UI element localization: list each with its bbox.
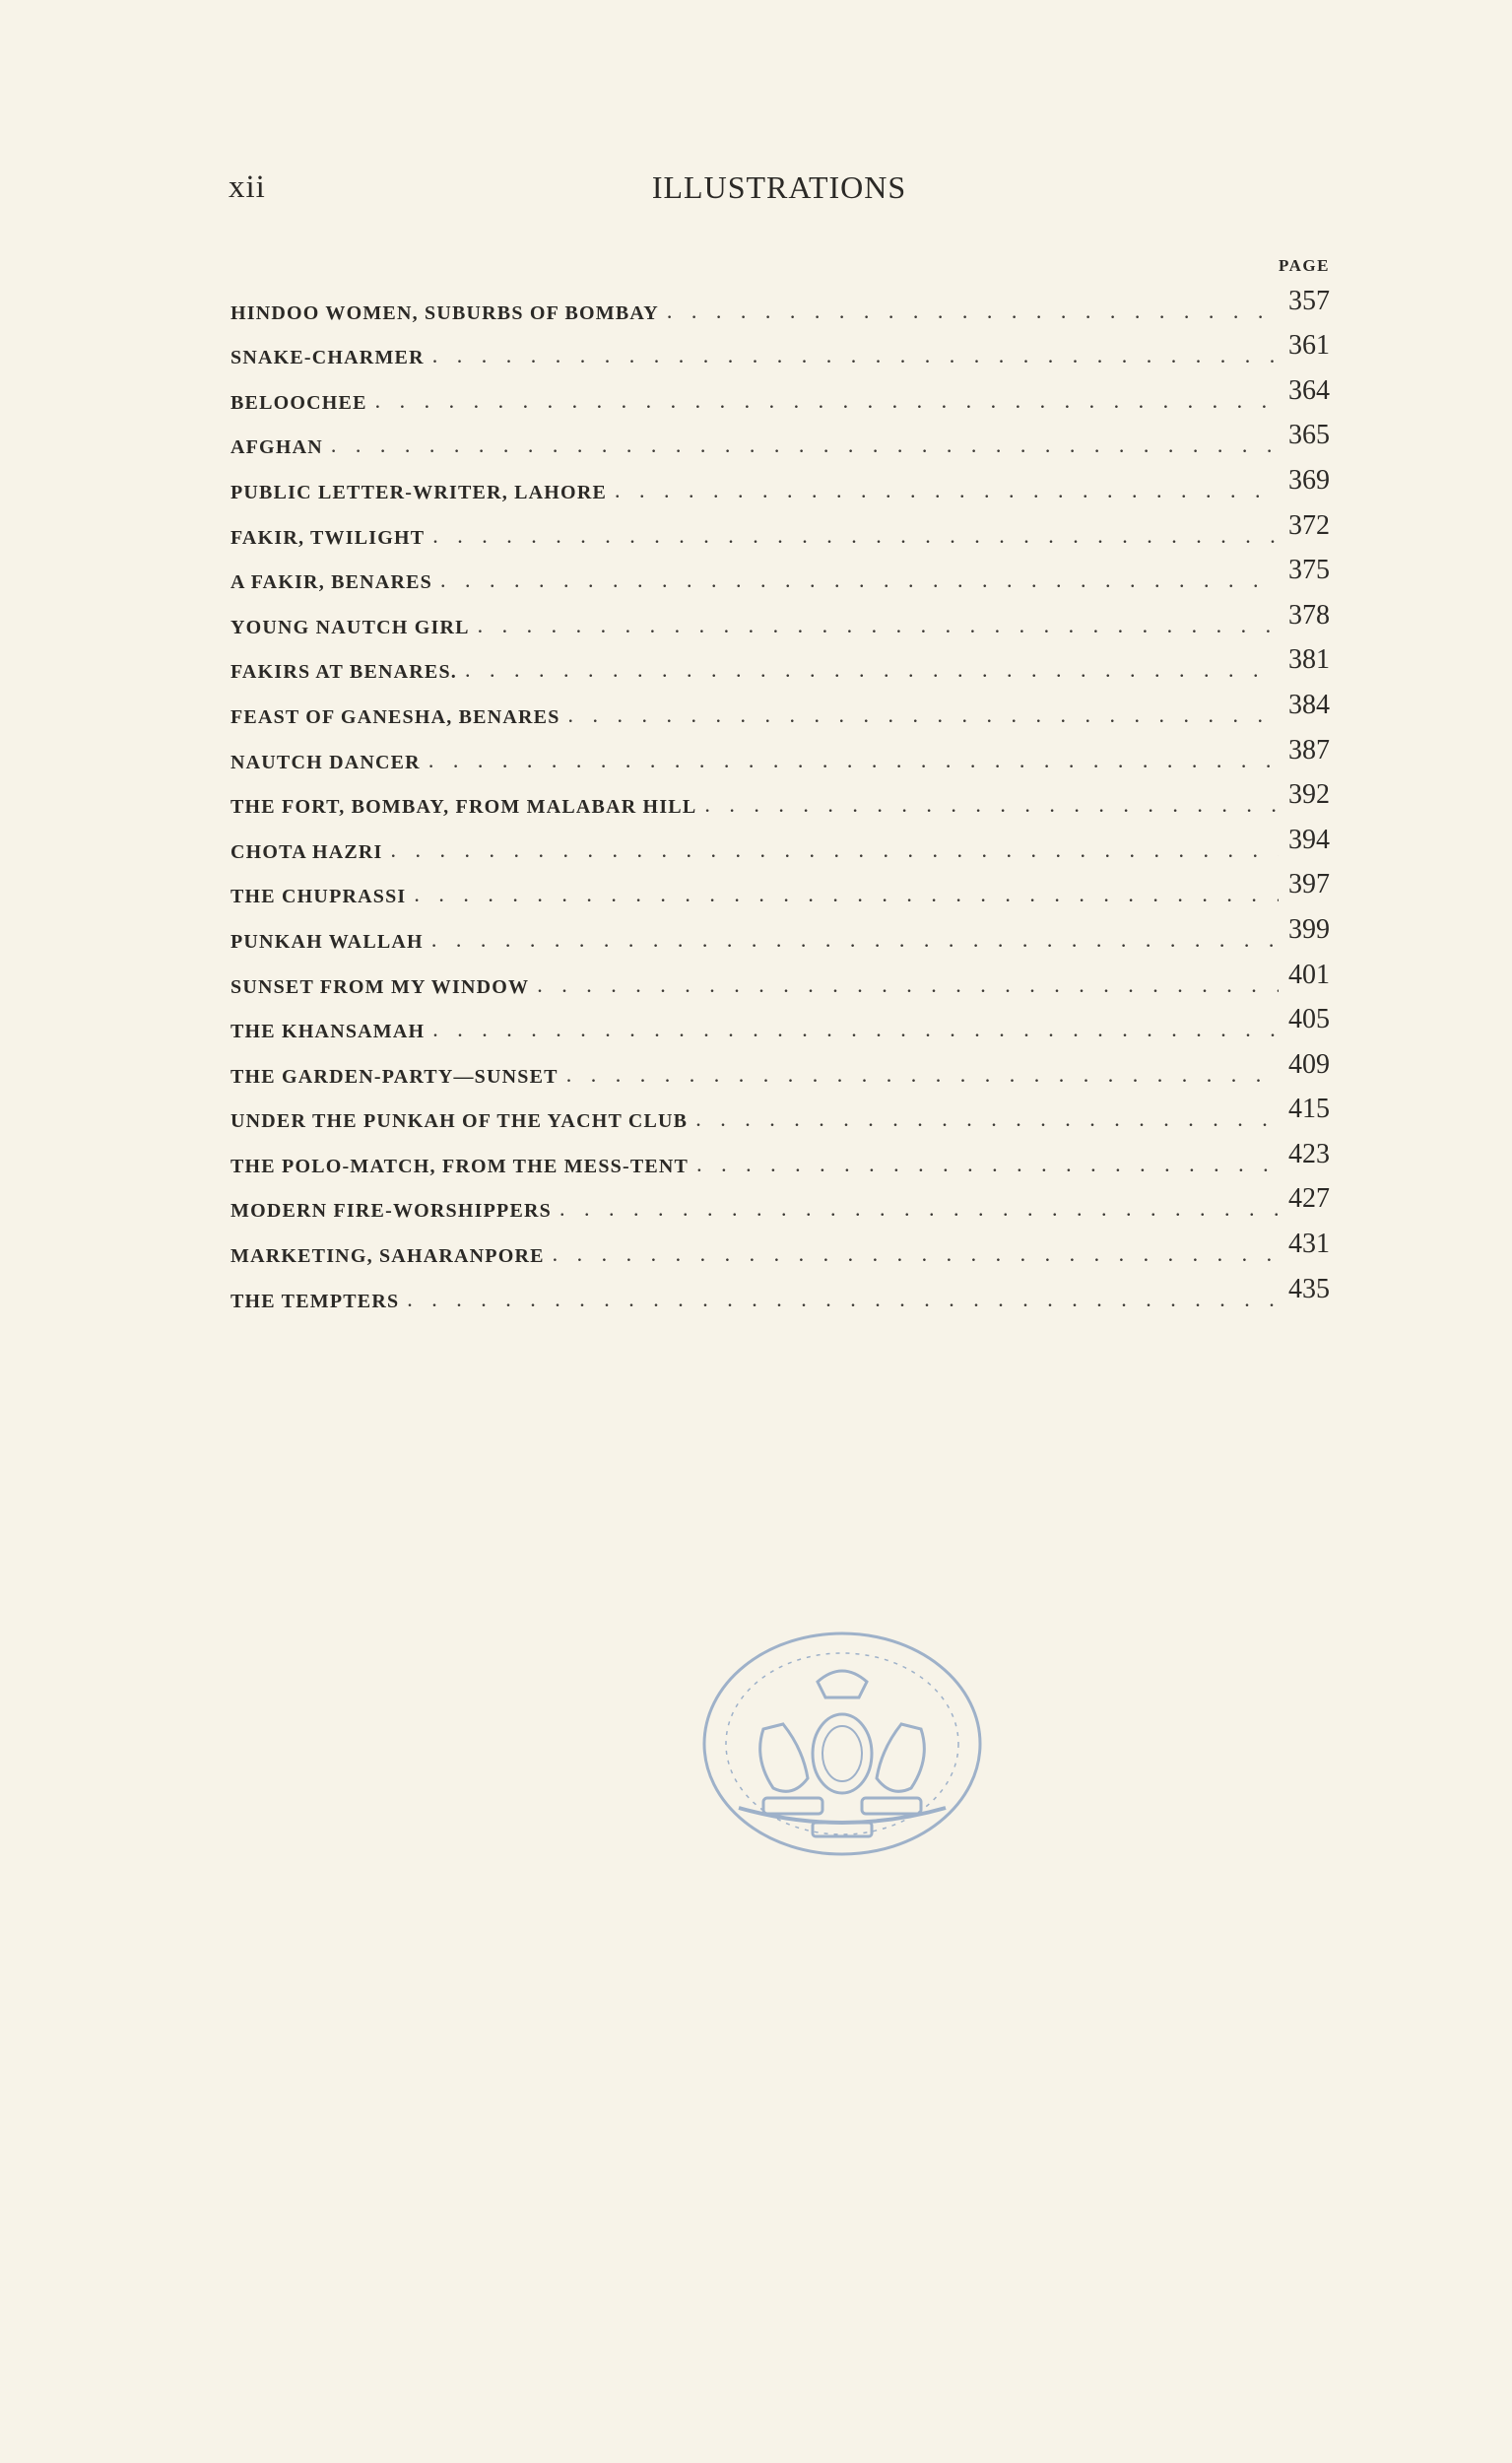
entry-title: THE FORT, BOMBAY, FROM MALABAR HILL (230, 796, 697, 819)
entry-page: 401 (1288, 959, 1330, 990)
list-item (230, 1089, 1330, 1134)
page-header (229, 169, 1330, 219)
entry-title: BELOOCHEE (230, 391, 367, 414)
entry-page: 357 (1288, 285, 1330, 316)
list-item (230, 774, 1330, 820)
entry-title: HINDOO WOMEN, SUBURBS OF BOMBAY (230, 301, 659, 324)
entry-page: 409 (1288, 1048, 1330, 1080)
entry-page: 415 (1288, 1094, 1330, 1125)
dot-leader (659, 300, 1279, 322)
dot-leader (559, 1064, 1279, 1086)
entry-title: YOUNG NAUTCH GIRL (230, 616, 470, 638)
page-column-header: PAGE (1279, 256, 1330, 275)
list-item (230, 1223, 1330, 1268)
dot-leader (470, 615, 1279, 636)
dot-leader (560, 704, 1279, 726)
entry-page: 381 (1288, 644, 1330, 676)
list-item (230, 325, 1330, 370)
entry-title: MODERN FIRE-WORSHIPPERS (230, 1200, 552, 1223)
dot-leader (425, 345, 1279, 366)
illustrations-list (230, 280, 1330, 1313)
list-item (230, 280, 1330, 325)
entry-title: FAKIR, TWILIGHT (230, 526, 426, 549)
entry-page: 384 (1288, 689, 1330, 720)
list-item (230, 819, 1330, 864)
entry-title: THE POLO-MATCH, FROM THE MESS-TENT (230, 1155, 690, 1177)
entry-page: 394 (1288, 824, 1330, 855)
entry-page: 375 (1288, 555, 1330, 586)
list-item (230, 1178, 1330, 1224)
entry-title: CHOTA HAZRI (230, 840, 383, 863)
entry-title: FAKIRS AT BENARES. (230, 661, 457, 684)
list-item (230, 999, 1330, 1044)
dot-leader (399, 1289, 1279, 1310)
page-number: xii (229, 169, 266, 205)
list-item (230, 1043, 1330, 1089)
list-item (230, 459, 1330, 504)
list-item (230, 729, 1330, 774)
list-item (230, 908, 1330, 954)
entry-title: AFGHAN (230, 436, 323, 459)
entry-page: 369 (1288, 464, 1330, 496)
dot-leader (367, 390, 1279, 412)
entry-page: 399 (1288, 913, 1330, 945)
dot-leader (424, 929, 1279, 951)
dot-leader (689, 1154, 1279, 1175)
list-item (230, 1268, 1330, 1313)
dot-leader (432, 569, 1279, 591)
entry-page: 435 (1288, 1273, 1330, 1304)
list-item (230, 504, 1330, 550)
entry-title: PUBLIC LETTER-WRITER, LAHORE (230, 481, 607, 503)
entry-page: 387 (1288, 734, 1330, 766)
dot-leader (457, 659, 1279, 681)
dot-leader (607, 480, 1279, 501)
entry-title: SNAKE-CHARMER (230, 347, 425, 369)
entry-title: UNDER THE PUNKAH OF THE YACHT CLUB (230, 1110, 689, 1133)
dot-leader (688, 1108, 1279, 1130)
entry-page: 372 (1288, 509, 1330, 541)
entry-page: 364 (1288, 374, 1330, 406)
dot-leader (323, 434, 1279, 456)
dot-leader (529, 974, 1279, 996)
entry-page: 427 (1288, 1183, 1330, 1215)
entry-title: THE KHANSAMAH (230, 1021, 426, 1043)
list-item (230, 1133, 1330, 1178)
entry-title: NAUTCH DANCER (230, 751, 421, 773)
dot-leader (552, 1198, 1279, 1220)
dot-leader (696, 794, 1279, 816)
dot-leader (421, 750, 1279, 771)
entry-title: THE GARDEN-PARTY—SUNSET (230, 1065, 559, 1088)
list-item (230, 550, 1330, 595)
entry-title: MARKETING, SAHARANPORE (230, 1245, 545, 1268)
entry-title: PUNKAH WALLAH (230, 930, 424, 953)
list-item (230, 639, 1330, 685)
entry-page: 392 (1288, 779, 1330, 811)
list-item (230, 415, 1330, 460)
list-item (230, 369, 1330, 415)
museum-stamp-icon (690, 1621, 995, 1872)
entry-title: THE TEMPTERS (230, 1290, 400, 1312)
dot-leader (545, 1243, 1279, 1265)
entry-title: A FAKIR, BENARES (230, 571, 432, 594)
entry-title: THE CHUPRASSI (230, 886, 407, 908)
list-item (230, 864, 1330, 909)
entry-page: 405 (1288, 1004, 1330, 1035)
dot-leader (425, 525, 1279, 547)
entry-page: 365 (1288, 420, 1330, 451)
list-item (230, 954, 1330, 999)
entry-title: SUNSET FROM MY WINDOW (230, 975, 530, 998)
list-item (230, 684, 1330, 729)
entry-page: 397 (1288, 869, 1330, 900)
entry-page: 378 (1288, 599, 1330, 631)
entry-page: 423 (1288, 1138, 1330, 1169)
dot-leader (406, 884, 1279, 905)
entry-title: FEAST OF GANESHA, BENARES (230, 705, 560, 728)
page-title: ILLUSTRATIONS (651, 169, 907, 205)
list-item (230, 594, 1330, 639)
dot-leader (425, 1019, 1279, 1040)
entry-page: 431 (1288, 1229, 1330, 1260)
entry-page: 361 (1288, 330, 1330, 362)
dot-leader (383, 839, 1279, 861)
